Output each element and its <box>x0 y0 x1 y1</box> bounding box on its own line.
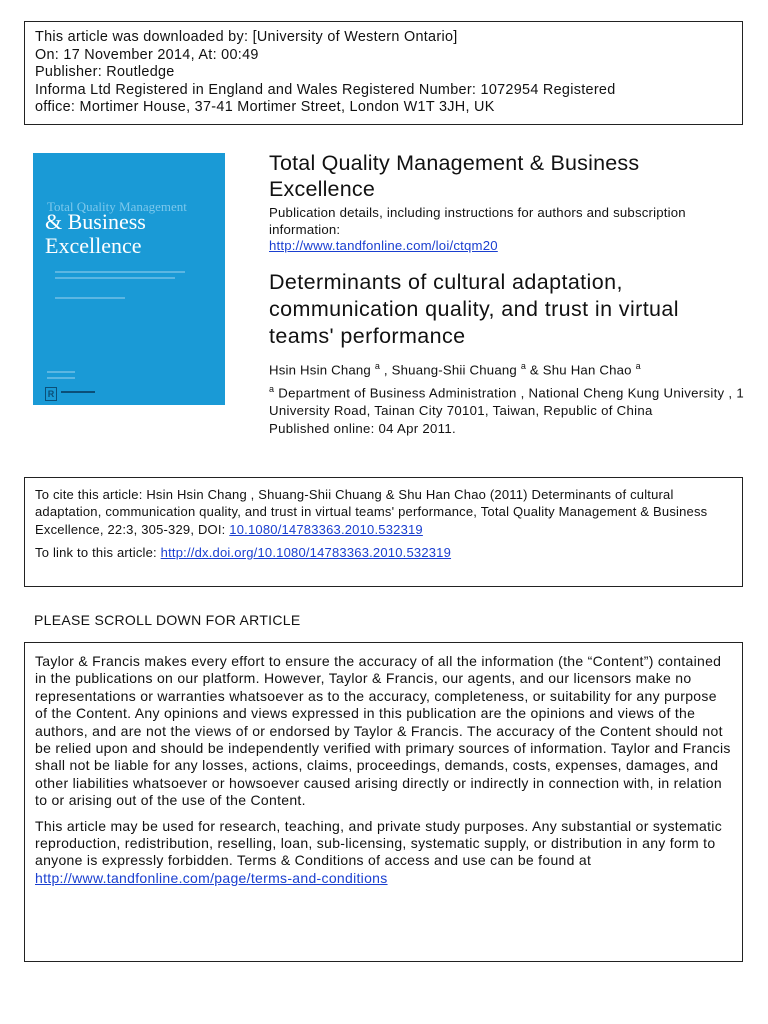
article-link-line <box>35 544 732 561</box>
author-affiliation-mark: a <box>520 360 527 371</box>
disclaimer-paragraph-2 <box>35 818 732 888</box>
article-link-label: To link to this article: <box>35 544 161 560</box>
affiliation-text: Department of Business Administration , National Cheng Kung University , 1 University Road, Tainan City 70101, Taiwan, Republic of China <box>269 385 744 419</box>
download-line-1: This article was downloaded by: [University of Western Ontario] <box>35 29 458 45</box>
journal-title: Total Quality Management & Business Excellence <box>269 151 640 201</box>
cover-editor-line <box>55 297 125 299</box>
disclaimer-box <box>24 642 743 962</box>
download-line-5: office: Mortimer House, 37-41 Mortimer Street, London W1T 3JH, UK <box>35 99 495 116</box>
author-name: Shu Han Chao <box>542 361 632 377</box>
citation-prefix: To cite this article: Hsin Hsin Chang , Shuang-Shii Chuang & Shu Han Chao (2011) Determinants of cultural adaptation, communication quality, and trust in virtual teams' performance, Total Quality Management & Business Excellence, 22:3, 305-329, DOI: <box>35 487 708 537</box>
citation-text <box>35 486 732 538</box>
article-url-link[interactable]: http://dx.doi.org/10.1080/14783363.2010.532319 <box>160 544 452 560</box>
usage-terms-text: This article may be used for research, teaching, and private study purposes. Any substantial or systematic reproduction, redistribution, reselling, loan, sub-licensing, systematic supply, or distribution in any form to anyone is expressly forbidden. Terms & Conditions of access and use can be found at <box>35 817 723 869</box>
download-line-3: Publisher: Routledge <box>35 64 175 81</box>
download-line-4: Informa Ltd Registered in England and Wales Registered Number: 1072954 Registered <box>35 81 616 98</box>
author-name: Shuang-Shii Chuang <box>391 361 517 377</box>
author-separator: & <box>526 361 543 377</box>
cover-issn-line <box>47 371 75 373</box>
routledge-logo-icon: R <box>45 387 57 401</box>
journal-cover-image <box>33 153 225 405</box>
cover-title-business: & Business <box>45 209 146 234</box>
cover-title-small: Total Quality Management <box>47 199 187 214</box>
article-header <box>269 150 744 437</box>
author-name: Hsin Hsin Chang <box>269 361 371 377</box>
author-affiliation-mark: a <box>635 360 641 371</box>
article-title: Determinants of cultural adaptation, communication quality, and trust in virtual teams' performance <box>269 269 679 348</box>
author-affiliation-mark: a <box>374 360 381 371</box>
doi-link[interactable]: 10.1080/14783363.2010.532319 <box>229 521 423 537</box>
download-line-2: On: 17 November 2014, At: 00:49 <box>35 46 259 63</box>
cover-issn-line <box>47 377 75 379</box>
publication-details-text: Publication details, including instructions for authors and subscription information: <box>269 205 686 237</box>
cover-title-excellence: Excellence <box>45 233 142 258</box>
cover-subtitle-line <box>55 277 175 279</box>
author-separator: , <box>380 361 392 377</box>
disclaimer-paragraph-1: Taylor & Francis makes every effort to ensure the accuracy of all the information (the “Content”) contained in the publications on our platform. However, Taylor & Francis, our agents, and our licensors make no representations or warranties whatsoever as to the accuracy, completeness, or suitability for any purpose of the Content. Any opinions and views expressed in this publication are the opinions and views of the authors, and are not the views of or endorsed by Taylor & Francis. The accuracy of the Content should not be relied upon and should be independently verified with primary sources of information. Taylor and Francis shall not be liable for any losses, actions, claims, proceedings, demands, costs, expenses, damages, and other liabilities whatsoever or howsoever caused arising directly or indirectly in connection with, in relation to or arising out of the use of the Content. <box>35 653 731 809</box>
affiliation-mark: a <box>269 384 275 395</box>
affiliation-block <box>269 381 744 437</box>
cover-publisher-line <box>61 391 95 393</box>
author-list <box>269 358 744 379</box>
journal-url-link[interactable]: http://www.tandfonline.com/loi/ctqm20 <box>269 238 498 253</box>
publication-details <box>269 205 744 255</box>
download-info-box <box>24 21 743 125</box>
scroll-down-notice: PLEASE SCROLL DOWN FOR ARTICLE <box>34 612 301 628</box>
terms-conditions-link[interactable]: http://www.tandfonline.com/page/terms-and-conditions <box>35 869 388 886</box>
published-date: Published online: 04 Apr 2011. <box>269 420 456 436</box>
cover-subtitle-line <box>55 271 185 273</box>
citation-box <box>24 477 743 587</box>
